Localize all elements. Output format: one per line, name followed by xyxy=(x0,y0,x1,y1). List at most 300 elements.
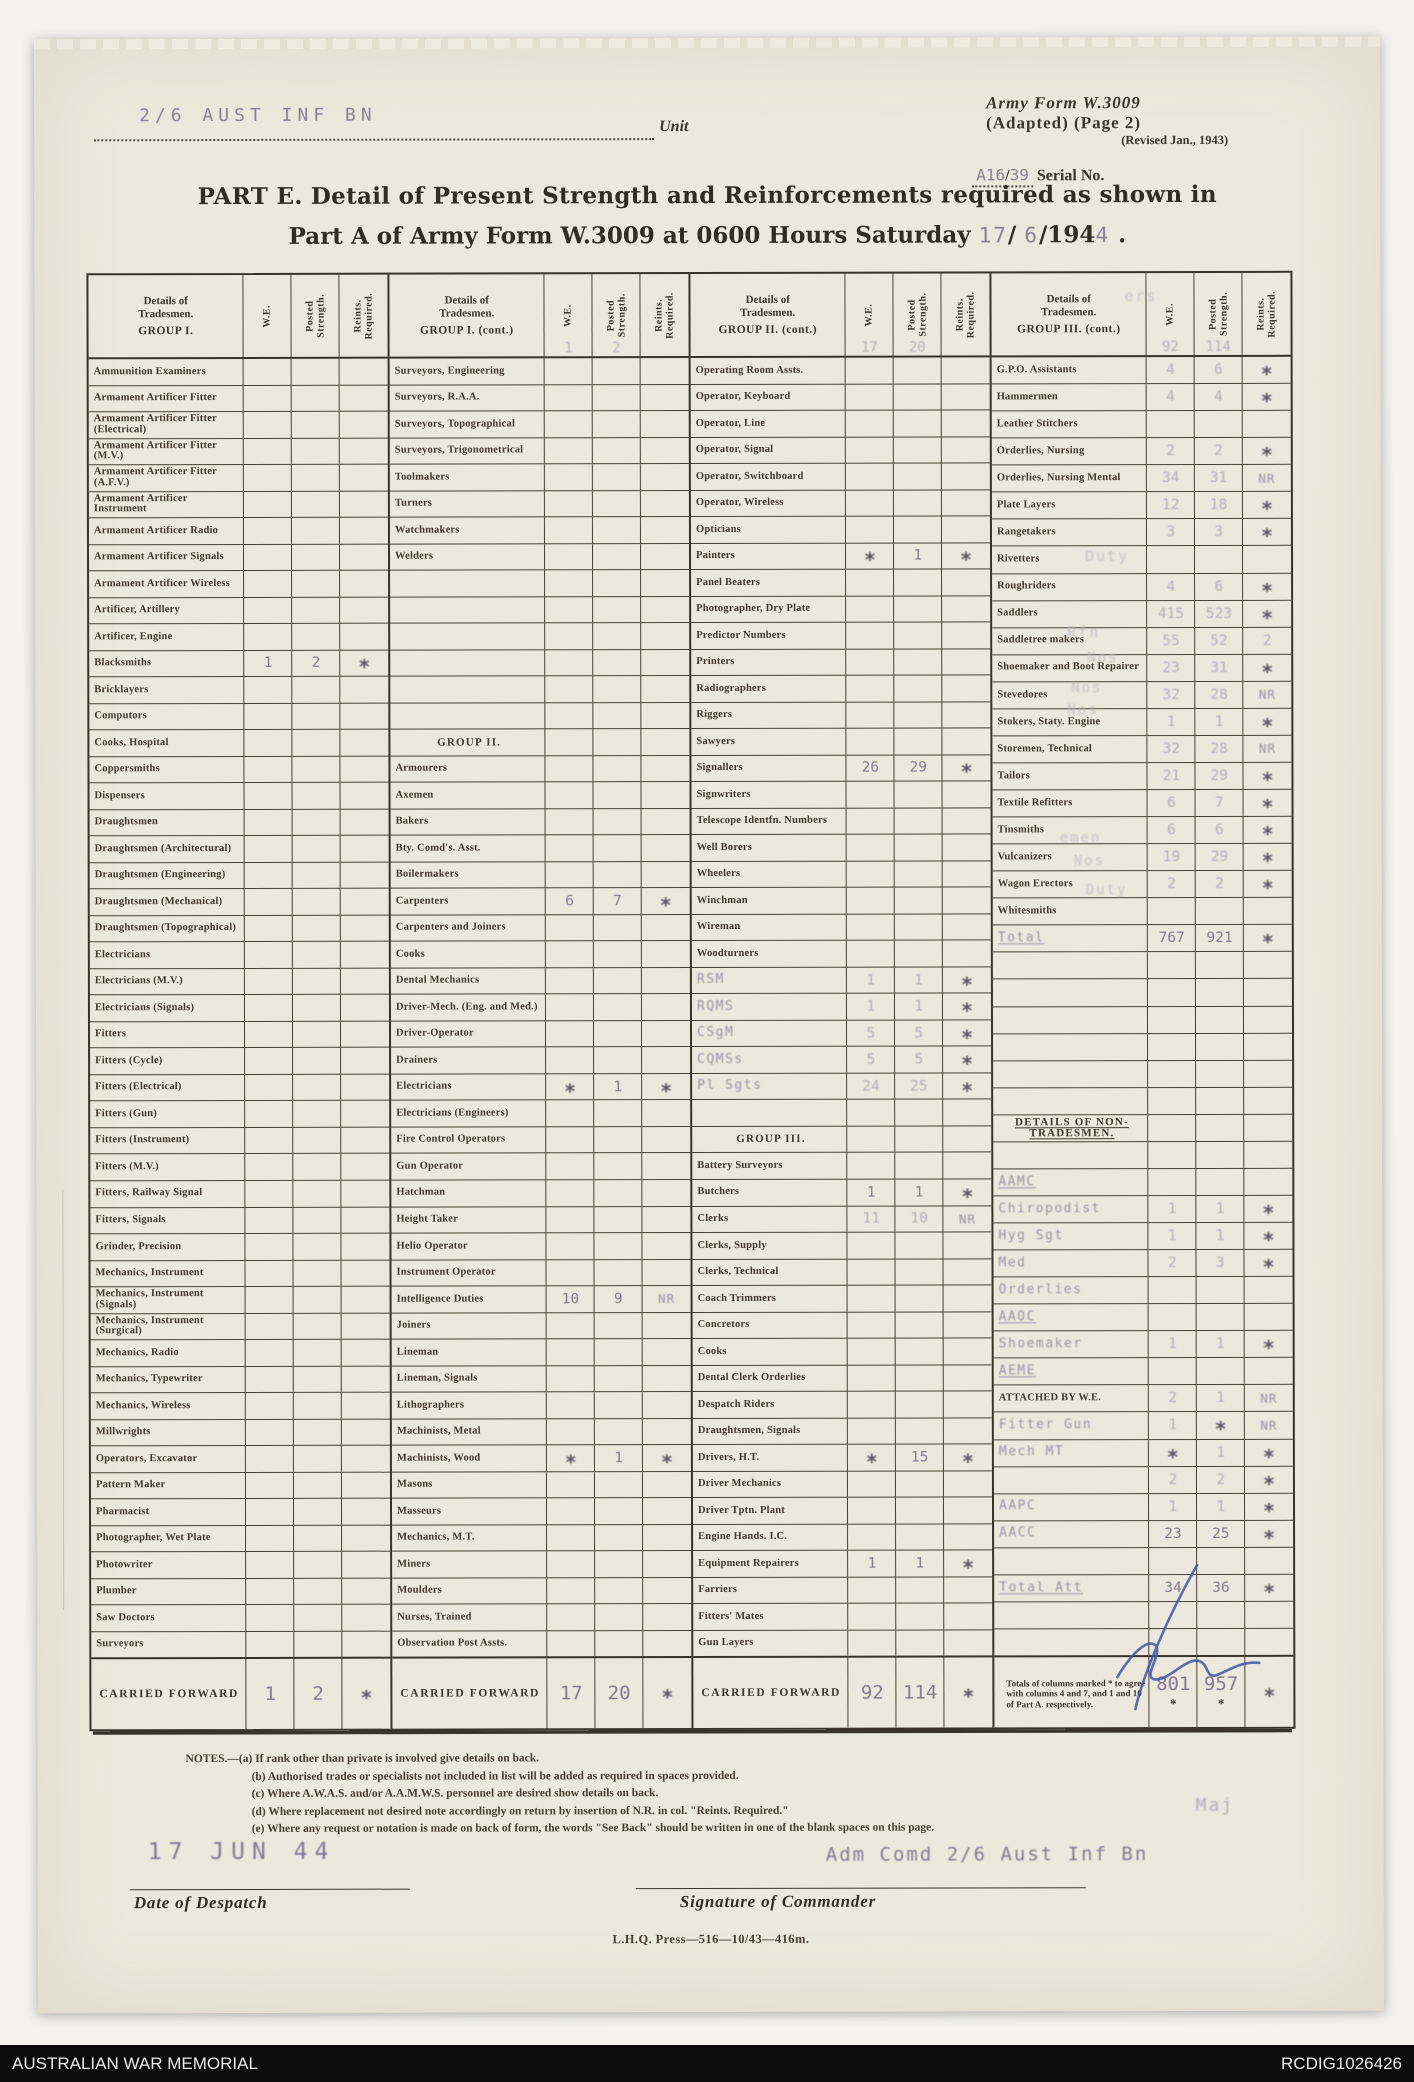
value-cell xyxy=(295,1659,343,1729)
value-cell xyxy=(1244,817,1292,846)
value-cell xyxy=(944,1392,992,1418)
value-cell xyxy=(1245,1493,1293,1523)
trade-row xyxy=(693,1629,992,1656)
value-cell xyxy=(849,1577,897,1603)
strength-value: 31 xyxy=(1210,659,1228,676)
page-title-line2: Part A of Army Form W.3009 at 0600 Hours Saturday 17/ 6/1944 . xyxy=(288,221,1127,250)
value-cell xyxy=(294,1181,342,1207)
trade-label-cell xyxy=(91,1393,247,1419)
trade-row xyxy=(392,1418,691,1445)
asterisk-mark: * xyxy=(1263,1525,1276,1550)
posted-strength-header: Posted Strength. xyxy=(605,293,628,338)
commander-signature xyxy=(1047,1557,1277,1717)
trade-label: Surveyors, R.A.A. xyxy=(394,391,480,403)
trade-row xyxy=(392,1312,691,1339)
group-header-details xyxy=(389,274,545,356)
value-cell xyxy=(594,888,642,914)
value-cell xyxy=(594,1048,642,1074)
trade-row xyxy=(91,1524,390,1551)
trade-row xyxy=(91,1392,390,1419)
strength-value: 523 xyxy=(1205,605,1232,622)
asterisk-mark: * xyxy=(659,893,672,918)
value-cell xyxy=(848,1286,896,1312)
value-cell xyxy=(896,1259,944,1285)
trade-row xyxy=(89,596,388,623)
value-cell xyxy=(594,862,642,888)
trade-label: Operator, Keyboard xyxy=(695,390,791,403)
value-cell xyxy=(1244,1033,1292,1059)
trade-label-cell xyxy=(992,411,1148,437)
header-ghost-value: 2 xyxy=(612,340,621,357)
note-line: NOTES.—(a) If rank other than private is involved give details on back. xyxy=(185,1752,540,1766)
value-cell xyxy=(846,384,894,410)
value-cell xyxy=(245,810,293,836)
trade-label-cell xyxy=(992,547,1148,573)
trade-row xyxy=(691,569,990,596)
trade-row xyxy=(691,462,990,489)
trade-label-cell xyxy=(392,1578,548,1604)
value-cell xyxy=(943,1179,991,1209)
trade-label-cell xyxy=(391,1127,547,1153)
trade-label-cell xyxy=(693,1312,849,1338)
trade-row xyxy=(89,755,388,782)
trade-row xyxy=(693,1364,992,1391)
value-cell xyxy=(849,1551,897,1577)
trade-row xyxy=(392,1550,691,1577)
trade-label: AAMC xyxy=(998,1173,1036,1190)
value-cell xyxy=(1243,709,1291,738)
trade-label-cell xyxy=(91,1287,247,1313)
value-cell xyxy=(596,1658,644,1728)
trade-label: Instrument Operator xyxy=(396,1266,496,1278)
trade-label: Drivers, H.T. xyxy=(697,1451,760,1463)
value-cell xyxy=(642,888,690,918)
value-cell xyxy=(1245,1358,1293,1384)
value-cell xyxy=(293,942,341,968)
value-cell xyxy=(1244,1087,1292,1113)
trade-label: AAOC xyxy=(998,1309,1036,1325)
asterisk-mark: * xyxy=(960,998,974,1023)
trade-label: Orderlies xyxy=(998,1282,1083,1298)
trade-row xyxy=(91,1498,390,1525)
trade-label-cell xyxy=(993,1196,1149,1222)
value-cell xyxy=(545,517,593,543)
trade-row xyxy=(992,599,1291,630)
value-cell xyxy=(1197,1521,1245,1547)
value-cell xyxy=(944,1365,992,1391)
nr-mark: NR xyxy=(1258,741,1277,757)
value-cell xyxy=(247,1605,295,1631)
strength-value: 2 xyxy=(1215,876,1224,893)
trade-label-cell xyxy=(89,677,245,703)
asterisk-mark: * xyxy=(961,1184,974,1209)
trade-label: Cooks xyxy=(395,948,425,960)
trade-label: Fitters, Signals xyxy=(95,1214,166,1226)
value-cell xyxy=(1243,465,1291,491)
value-cell xyxy=(846,358,894,384)
value-cell xyxy=(643,1551,691,1577)
value-cell xyxy=(245,757,293,783)
trade-row xyxy=(89,570,388,597)
trade-label: Predictor Numbers xyxy=(696,629,786,641)
value-cell xyxy=(1195,492,1243,518)
trade-label-cell xyxy=(691,782,847,808)
trade-row xyxy=(992,357,1291,384)
value-cell xyxy=(244,491,292,517)
asterisk-mark: * xyxy=(1263,1498,1276,1523)
value-cell xyxy=(1244,1115,1292,1141)
archive-footer-bar xyxy=(0,2045,1414,2082)
trade-label-cell xyxy=(992,465,1148,491)
value-cell xyxy=(895,702,943,728)
trade-label: Stokers, Staty. Engine xyxy=(997,715,1101,727)
value-cell xyxy=(245,677,293,703)
trade-label: Farriers xyxy=(698,1584,738,1596)
value-cell xyxy=(594,995,642,1021)
value-cell xyxy=(595,1260,643,1286)
value-cell xyxy=(942,543,990,572)
strength-value: 4 xyxy=(1166,578,1176,595)
trade-label-cell xyxy=(691,411,847,437)
value-cell xyxy=(340,571,388,597)
value-cell xyxy=(1244,925,1292,955)
value-cell xyxy=(1245,1331,1293,1361)
value-cell xyxy=(246,1499,294,1525)
trade-row xyxy=(391,808,690,835)
value-cell xyxy=(246,1101,294,1127)
strength-value: 34 xyxy=(1164,1579,1182,1596)
trade-label-cell xyxy=(993,1115,1149,1141)
value-cell xyxy=(1149,1142,1197,1168)
value-cell xyxy=(642,1127,690,1153)
trade-label: Fitters' Mates xyxy=(698,1610,764,1622)
trade-label-cell xyxy=(89,465,245,491)
trade-row xyxy=(691,516,990,543)
value-cell xyxy=(341,809,389,835)
strength-value: 18 xyxy=(1209,497,1228,514)
value-cell xyxy=(546,995,594,1021)
trade-label: Operator, Line xyxy=(695,417,766,429)
strength-value: 15 xyxy=(910,1449,929,1466)
details-of-tradesmen-label: Details of xyxy=(444,293,489,307)
value-cell xyxy=(1197,1466,1245,1492)
value-cell xyxy=(1197,1169,1245,1195)
trade-label-cell xyxy=(993,871,1149,897)
value-cell xyxy=(894,411,942,437)
value-cell xyxy=(1245,1412,1293,1438)
value-cell xyxy=(594,809,642,835)
asterisk-mark: * xyxy=(1262,1471,1276,1496)
reints-required-header: Reints. Required. xyxy=(954,291,977,338)
trade-row xyxy=(993,978,1292,1006)
value-cell xyxy=(547,1207,595,1233)
we-header: W.E. xyxy=(562,303,574,327)
value-cell xyxy=(942,702,990,728)
trade-label: Operators, Excavator xyxy=(95,1452,198,1464)
trade-label: Total Att xyxy=(999,1579,1084,1595)
value-cell xyxy=(847,649,895,675)
trade-label-cell xyxy=(993,925,1149,951)
trade-row xyxy=(691,489,990,516)
trade-label: Grinder, Precision xyxy=(95,1240,182,1252)
trade-row xyxy=(993,1222,1292,1250)
strength-value: 28 xyxy=(1210,686,1228,703)
strength-value: 2 xyxy=(1168,1471,1178,1488)
value-cell xyxy=(342,1234,390,1260)
value-cell xyxy=(1148,655,1196,681)
trade-label: Armament Artificer Fitter xyxy=(93,392,217,404)
value-cell xyxy=(942,437,990,463)
strength-value: 10 xyxy=(561,1291,580,1308)
trade-row xyxy=(691,595,990,622)
trade-label: Woodturners xyxy=(696,947,759,959)
value-cell xyxy=(643,1419,691,1445)
trade-label-cell xyxy=(89,598,245,624)
trade-label-cell xyxy=(692,1047,848,1073)
column-header-cell xyxy=(292,275,340,357)
value-cell xyxy=(847,888,895,914)
trade-label-cell xyxy=(391,809,547,835)
value-cell xyxy=(643,1339,691,1365)
section-header-label: DETAILS OF NON-TRADESMEN. xyxy=(1014,1116,1129,1140)
trade-label: Welders xyxy=(395,550,434,562)
asterisk-mark: * xyxy=(1261,848,1274,873)
value-cell xyxy=(1195,438,1243,464)
value-cell xyxy=(848,1180,896,1206)
trade-label: Helio Operator xyxy=(396,1240,468,1252)
value-cell xyxy=(595,1180,643,1206)
page-title-line1: PART E. Detail of Present Strength and Reinforcements required as shown in xyxy=(197,180,1217,211)
trade-label: Mechanics, Radio xyxy=(95,1346,179,1358)
value-cell xyxy=(1245,1385,1293,1411)
trade-row xyxy=(692,1019,991,1050)
value-cell xyxy=(1197,1494,1245,1520)
trade-row xyxy=(390,543,689,570)
value-cell xyxy=(294,1340,342,1366)
value-cell xyxy=(1245,1277,1293,1303)
trade-row xyxy=(693,1550,992,1580)
trade-label-cell xyxy=(392,1605,548,1631)
value-cell xyxy=(340,703,388,729)
trade-label-cell xyxy=(90,916,246,942)
trade-label-cell xyxy=(992,519,1148,545)
strength-value: 31 xyxy=(1209,470,1228,487)
column-header-cell xyxy=(1147,273,1195,355)
value-cell xyxy=(1195,628,1243,654)
value-cell xyxy=(642,756,690,782)
value-cell xyxy=(342,1659,390,1729)
value-cell xyxy=(595,1366,643,1392)
value-cell xyxy=(848,1445,896,1474)
value-cell xyxy=(594,915,642,941)
value-cell xyxy=(943,1020,991,1050)
adm-comd-line: Adm Comd 2/6 Aust Inf Bn xyxy=(825,1843,1149,1866)
value-cell xyxy=(642,809,690,835)
trade-label-cell xyxy=(692,1100,848,1126)
trade-label-cell xyxy=(89,730,245,756)
value-cell xyxy=(293,757,341,783)
trade-label-cell xyxy=(692,968,848,994)
value-cell xyxy=(245,995,293,1021)
value-cell xyxy=(848,1153,896,1179)
trade-label-cell xyxy=(89,439,245,465)
value-cell xyxy=(847,623,895,649)
strength-value: 1 xyxy=(915,1555,925,1572)
value-cell xyxy=(293,810,341,836)
value-cell xyxy=(896,1551,944,1577)
strength-value: 4 xyxy=(1166,362,1175,379)
trade-row xyxy=(90,1021,389,1048)
trade-row xyxy=(392,1338,691,1365)
value-cell xyxy=(1243,682,1291,708)
table-group-1 xyxy=(88,275,390,1730)
nr-mark: NR xyxy=(1258,687,1276,703)
value-cell xyxy=(642,1074,690,1103)
strength-value: 6 xyxy=(1167,822,1176,839)
trade-row xyxy=(692,1205,991,1232)
value-cell xyxy=(341,1048,389,1074)
trade-label-cell xyxy=(692,1021,848,1047)
strength-value: 415 xyxy=(1157,605,1185,622)
trade-label-cell xyxy=(691,490,847,516)
strength-value: 26 xyxy=(861,760,880,777)
strength-value: 2 xyxy=(1214,443,1223,460)
trade-label-cell xyxy=(993,980,1149,1006)
strength-value: 767 xyxy=(1158,930,1185,947)
value-cell xyxy=(1196,952,1244,978)
section-header-label: GROUP II. xyxy=(437,736,502,749)
trade-label-cell xyxy=(691,517,847,543)
value-cell xyxy=(293,969,341,995)
value-cell xyxy=(1197,1250,1245,1276)
trade-label: Clerks xyxy=(697,1212,729,1225)
trade-row xyxy=(992,545,1291,573)
strength-value: 21 xyxy=(1162,767,1181,785)
value-cell xyxy=(1196,682,1244,708)
posted-strength-header: Posted Strength. xyxy=(304,293,327,338)
value-cell xyxy=(595,1313,643,1339)
trade-row xyxy=(691,622,990,649)
ghost-bleedthrough-text: Nos xyxy=(1087,650,1119,667)
value-cell xyxy=(595,1419,643,1445)
value-cell xyxy=(894,384,942,410)
trade-label: Vulcanizers xyxy=(997,851,1052,863)
asterisk-mark: * xyxy=(1166,1444,1179,1469)
value-cell xyxy=(894,570,942,596)
value-cell xyxy=(244,385,292,411)
value-cell xyxy=(1149,1250,1197,1276)
trade-label-cell xyxy=(390,623,546,649)
value-cell xyxy=(643,1658,691,1728)
trade-label: Artificer, Artillery xyxy=(94,604,180,616)
ghost-bleedthrough-text: Duty xyxy=(1085,547,1130,566)
asterisk-mark: * xyxy=(1260,388,1273,413)
trade-row xyxy=(91,1551,390,1578)
trade-row xyxy=(693,1391,992,1418)
trade-label-cell xyxy=(91,1632,247,1658)
strength-value: 7 xyxy=(1214,794,1224,811)
value-cell xyxy=(643,1498,691,1524)
value-cell xyxy=(594,1074,642,1100)
value-cell xyxy=(342,1499,390,1525)
asterisk-mark: * xyxy=(960,547,973,572)
trade-label-cell xyxy=(392,1392,548,1418)
value-cell xyxy=(1244,763,1292,792)
value-cell xyxy=(292,412,340,438)
trade-row xyxy=(992,626,1291,654)
asterisk-mark: * xyxy=(1262,1254,1275,1279)
value-cell xyxy=(545,544,593,570)
trade-row xyxy=(390,569,689,596)
asterisk-mark: * xyxy=(1260,497,1274,522)
value-cell xyxy=(293,1048,341,1074)
trade-label-cell xyxy=(992,655,1148,681)
value-cell xyxy=(1148,601,1196,627)
trade-row xyxy=(692,807,991,834)
value-cell xyxy=(546,942,594,968)
value-cell xyxy=(292,465,340,491)
trade-row xyxy=(691,409,990,436)
strength-value: 3 xyxy=(1166,524,1176,541)
trade-label-cell xyxy=(693,1551,849,1577)
strength-value: 4 xyxy=(1166,389,1175,406)
value-cell xyxy=(847,570,895,596)
value-cell xyxy=(1196,844,1244,870)
value-cell xyxy=(642,1154,690,1180)
value-cell xyxy=(340,412,388,438)
trade-row xyxy=(392,1391,691,1418)
value-cell xyxy=(341,915,389,941)
strength-value: 5 xyxy=(866,1051,876,1068)
trade-row xyxy=(91,1418,390,1445)
strength-value: 29 xyxy=(1210,849,1229,866)
trade-label-cell xyxy=(390,517,546,543)
value-cell xyxy=(896,1179,944,1205)
trade-label: Dental Clerk Orderlies xyxy=(697,1371,806,1384)
trade-label-cell xyxy=(691,570,847,596)
value-cell xyxy=(848,1312,896,1338)
asterisk-mark: * xyxy=(960,972,974,997)
strength-value: 921 xyxy=(1206,930,1233,947)
trade-label-cell xyxy=(994,1304,1150,1330)
trade-row xyxy=(90,1100,389,1127)
trade-row xyxy=(993,816,1292,847)
value-cell xyxy=(1243,654,1291,684)
value-cell xyxy=(244,465,292,491)
value-cell xyxy=(895,1073,943,1099)
value-cell xyxy=(943,967,991,997)
value-cell xyxy=(595,1233,643,1259)
value-cell xyxy=(547,1286,595,1312)
value-cell xyxy=(594,650,642,676)
group-name: GROUP I. xyxy=(138,324,194,337)
trade-label-cell xyxy=(994,1277,1150,1303)
asterisk-mark: * xyxy=(660,1449,674,1474)
trade-row xyxy=(993,870,1292,901)
value-cell xyxy=(594,703,642,729)
trade-label-cell xyxy=(390,650,546,676)
trade-label: Mechanics, Typewriter xyxy=(95,1373,203,1385)
trade-label: Panel Beaters xyxy=(696,576,761,588)
trade-row xyxy=(391,1020,690,1047)
strength-value: 1 xyxy=(1215,1336,1225,1353)
trade-row xyxy=(391,1259,690,1286)
strength-value: 1 xyxy=(1215,1200,1225,1217)
trade-label: Printers xyxy=(696,656,735,668)
value-cell xyxy=(293,889,341,915)
value-cell xyxy=(1147,519,1195,545)
trade-label-cell xyxy=(692,862,848,888)
